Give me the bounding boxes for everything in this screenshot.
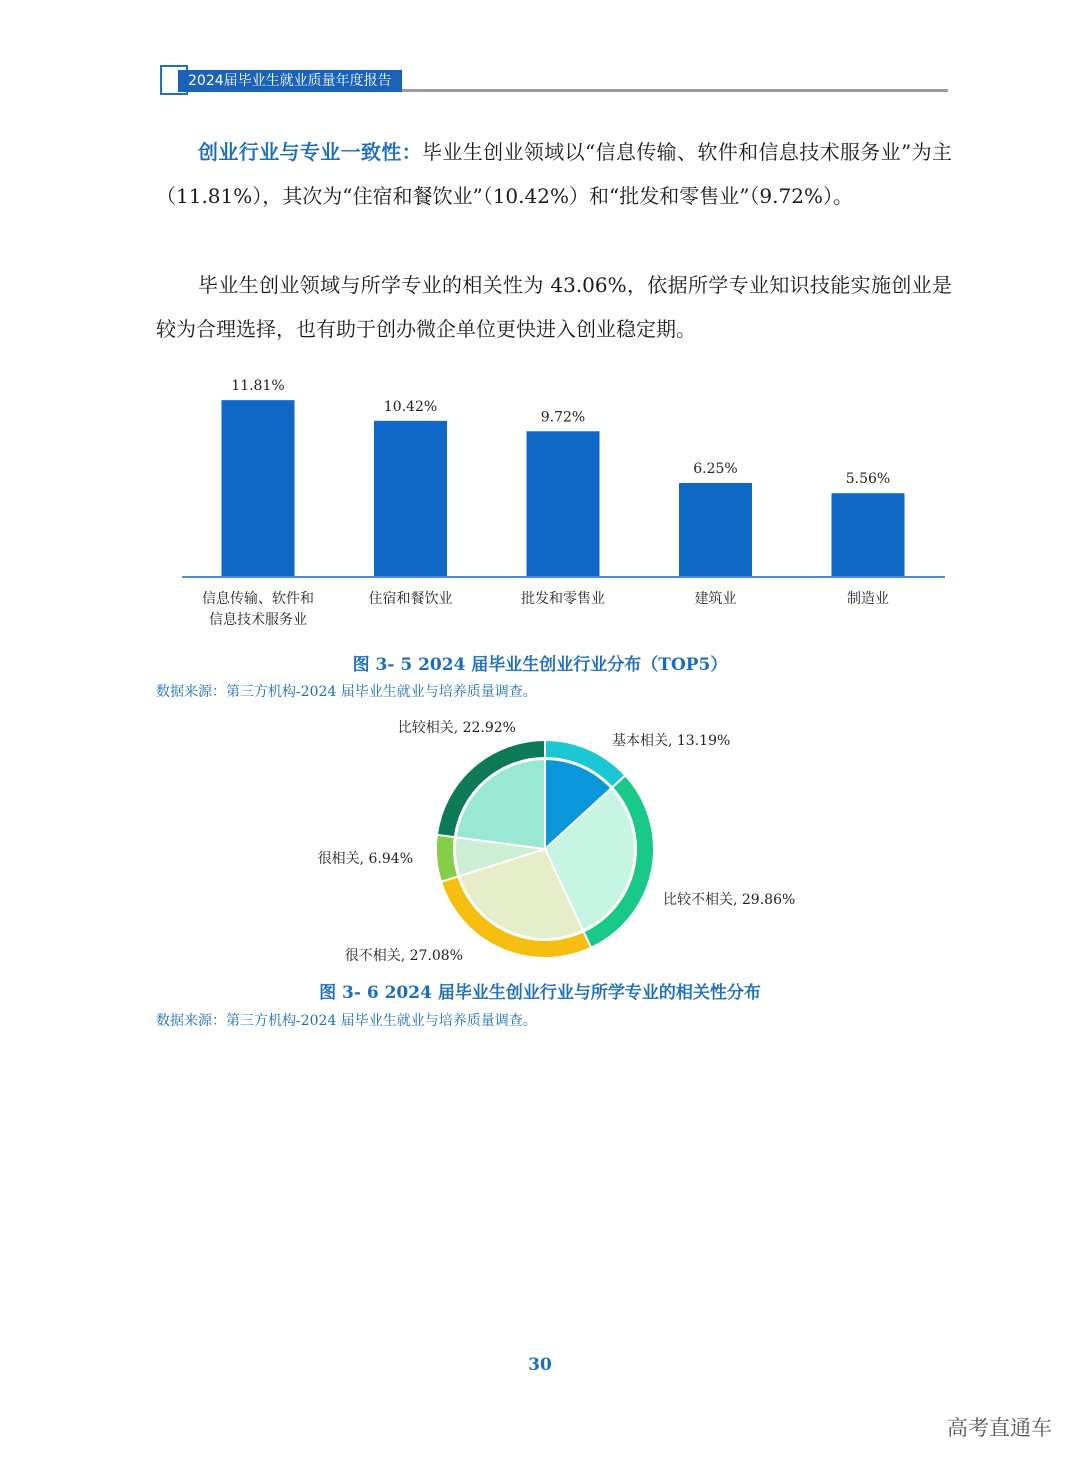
- paragraph-relevance: 毕业生创业领域与所学专业的相关性为 43.06%，依据所学专业知识技能实施创业是较为合理选择，也有助于创办微企单位更快进入创业稳定期。: [156, 273, 952, 341]
- bar-chart-caption: 图 3- 5 2024 届毕业生创业行业分布（TOP5）: [352, 655, 728, 675]
- pie-chart-source: 数据来源：第三方机构-2024 届毕业生就业与培养质量调查。: [156, 1013, 537, 1029]
- bar-4: [679, 483, 752, 576]
- category-label: 信息传输、软件和: [202, 591, 314, 607]
- paragraph-industry-consistency: [156, 130, 952, 218]
- relevance-pie-chart: [300, 712, 840, 972]
- pie-label: 基本相关, 13.19%: [612, 733, 731, 749]
- pie-chart-caption: 图 3- 6 2024 届毕业生创业行业与所学专业的相关性分布: [319, 983, 761, 1003]
- bar-value-label: 6.25%: [693, 460, 738, 477]
- bar-value-label: 9.72%: [540, 409, 586, 426]
- bar-chart-source: 数据来源：第三方机构-2024 届毕业生就业与培养质量调查。: [156, 684, 537, 700]
- bar-3: [527, 431, 600, 576]
- category-label: 批发和零售业: [521, 591, 605, 607]
- pie-label: 很相关, 6.94%: [317, 851, 413, 867]
- category-label: 制造业: [847, 591, 889, 607]
- category-label: 住宿和餐饮业: [368, 591, 453, 607]
- paragraph-body: 毕业生创业领域以“信息传输、软件和信息技术服务业”为主（11.81%），其次为“住宿和餐饮业”（10.42%）和“批发和零售业”（9.72%）。: [156, 140, 952, 208]
- bar-value-label: 10.42%: [383, 398, 438, 415]
- category-label: 建筑业: [694, 591, 737, 607]
- page-number: 30: [528, 1355, 552, 1375]
- bar-2: [374, 421, 447, 576]
- category-label: 信息技术服务业: [209, 612, 307, 628]
- bar-value-label: 11.81%: [231, 378, 285, 395]
- bar-1: [222, 400, 295, 576]
- paragraph-lead: 创业行业与专业一致性：: [198, 140, 423, 164]
- pie-label: 比较不相关, 29.86%: [663, 892, 796, 908]
- pie-label: 很不相关, 27.08%: [344, 948, 463, 964]
- industry-bar-chart: [170, 375, 960, 640]
- pie-label: 比较相关, 22.92%: [397, 720, 516, 736]
- header-title: 2024届毕业生就业质量年度报告: [178, 70, 402, 92]
- bar-value-label: 5.56%: [845, 471, 891, 488]
- watermark: 高考直通车: [947, 1416, 1052, 1440]
- bar-5: [832, 493, 905, 576]
